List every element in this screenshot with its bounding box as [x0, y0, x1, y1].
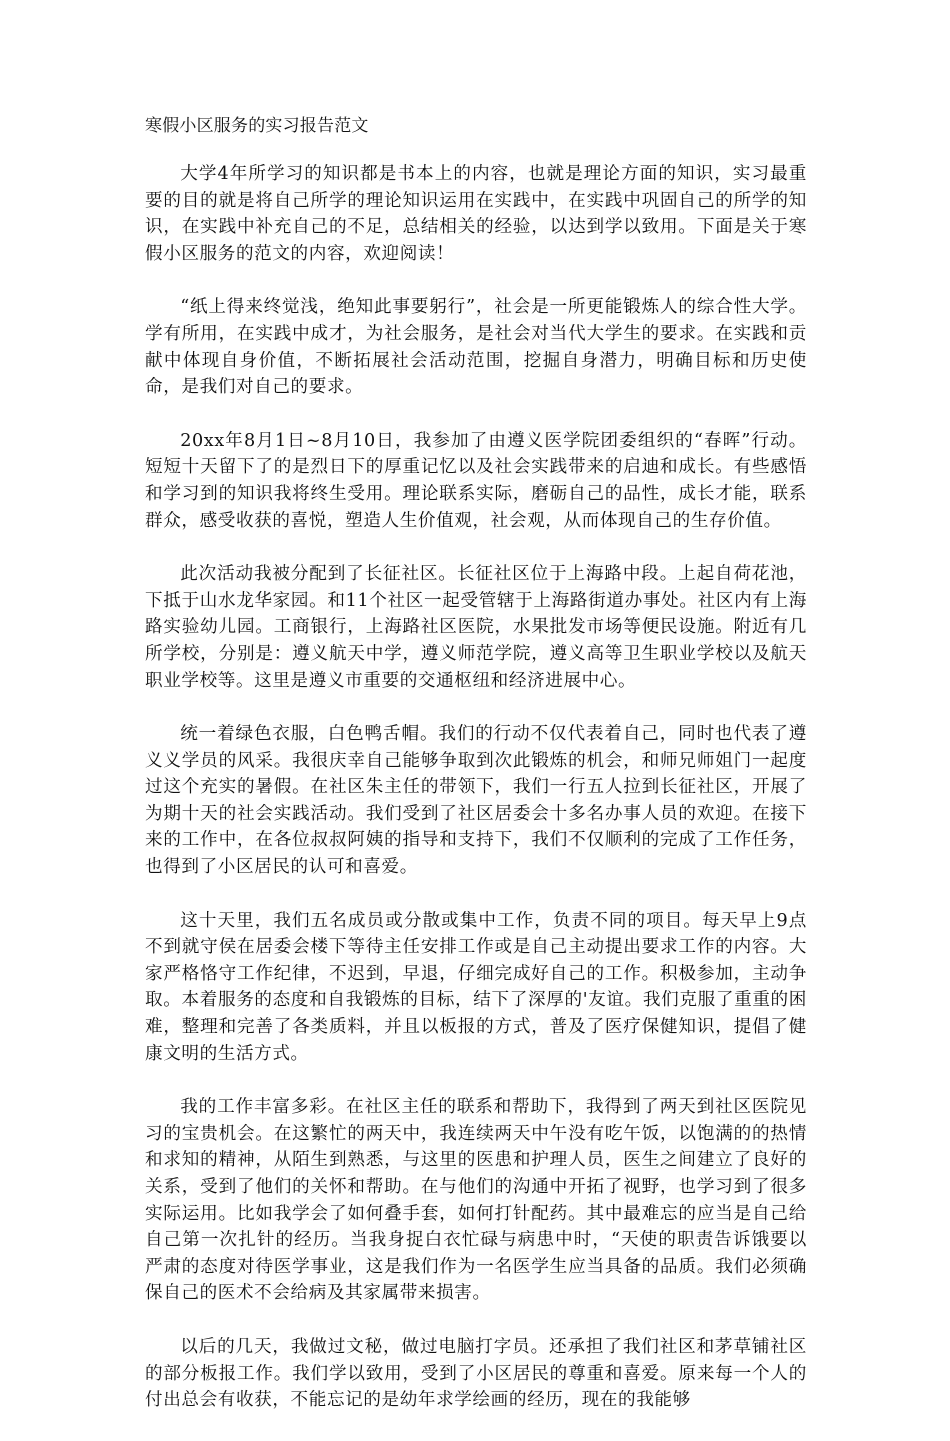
paragraph: 以后的几天，我做过文秘，做过电脑打字员。还承担了我们社区和茅草铺社区的部分板报工作。我们学以致用，受到了小区居民的尊重和喜爱。原来每一个人的付出总会有收获，不能忘记的是幼年求学绘画的经历，现在的我能够: [145, 1336, 807, 1411]
document-page: [145, 113, 807, 1441]
paragraph: 我的工作丰富多彩。在社区主任的联系和帮助下，我得到了两天到社区医院见习的宝贵机会。在这繁忙的两天中，我连续两天中午没有吃午饭，以饱满的的热情和求知的精神，从陌生到熟悉，与这里的医患和护理人员，医生之间建立了良好的关系，受到了他们的关怀和帮助。在与他们的沟通中开拓了视野，也学习到了很多实际运用。比如我学会了如何叠手套，如何打针配药。其中最难忘的应当是自己给自己第一次扎针的经历。当我身捉白衣忙碌与病患中时，“天使的职责告诉饿要以严肃的态度对待医学事业，这是我们作为一名医学生应当具备的品质。我们必须确保自己的医术不会给病及其家属带来损害。: [145, 1097, 807, 1304]
paragraph: 统一着绿色衣服，白色鸭舌帽。我们的行动不仅代表着自己，同时也代表了遵义义学员的风采。我很庆幸自己能够争取到次此锻炼的机会，和师兄师姐门一起度过这个充实的暑假。在社区朱主任的带领下，我们一行五人拉到长征社区，开展了为期十天的社会实践活动。我们受到了社区居委会十多名办事人员的欢迎。在接下来的工作中，在各位叔叔阿姨的指导和支持下，我们不仅顺利的完成了工作任务，也得到了小区居民的认可和喜爱。: [145, 724, 807, 878]
paragraph: “纸上得来终觉浅，绝知此事要躬行”，社会是一所更能锻炼人的综合性大学。学有所用，在实践中成才，为社会服务，是社会对当代大学生的要求。在实践和贡献中体现自身价值，不断拓展社会活动范围，挖掘自身潜力，明确目标和历史使命，是我们对自己的要求。: [145, 297, 807, 398]
paragraph: 20xx年8月1日~8月10日，我参加了由遵义医学院团委组织的“春晖”行动。短短十天留下了的是烈日下的厚重记忆以及社会实践带来的启迪和成长。有些感悟和学习到的知识我将终生受用。理论联系实际，磨砺自己的品性，成长才能，联系群众，感受收获的喜悦，塑造人生价值观，社会观，从而体现自己的生存价值。: [145, 430, 807, 531]
paragraph: 大学4年所学习的知识都是书本上的内容，也就是理论方面的知识，实习最重要的目的就是将自己所学的理论知识运用在实践中，在实践中巩固自己的所学的知识，在实践中补充自己的不足，总结相关的经验，以达到学以致用。下面是关于寒假小区服务的范文的内容，欢迎阅读！: [145, 164, 807, 264]
paragraph: 此次活动我被分配到了长征社区。长征社区位于上海路中段。上起自荷花池，下抵于山水龙华家园。和11个社区一起受管辖于上海路街道办事处。社区内有上海路实验幼儿园。工商银行，上海路社区医院，水果批发市场等便民设施。附近有几所学校，分别是：遵义航天中学，遵义师范学院，遵义高等卫生职业学校以及航天职业学校等。这里是遵义市重要的交通枢纽和经济进展中心。: [145, 564, 807, 691]
document-title: 寒假小区服务的实习报告范文: [145, 116, 369, 136]
paragraph: 这十天里，我们五名成员或分散或集中工作，负责不同的项目。每天早上9点不到就守侯在居委会楼下等待主任安排工作或是自己主动提出要求工作的内容。大家严格恪守工作纪律，不迟到，早退，仔细完成好自己的工作。积极参加，主动争取。本着服务的态度和自我锻炼的目标，结下了深厚的'友谊。我们克服了重重的困难，整理和完善了各类质料，并且以板报的方式，普及了医疗保健知识，提倡了健康文明的生活方式。: [145, 910, 807, 1064]
